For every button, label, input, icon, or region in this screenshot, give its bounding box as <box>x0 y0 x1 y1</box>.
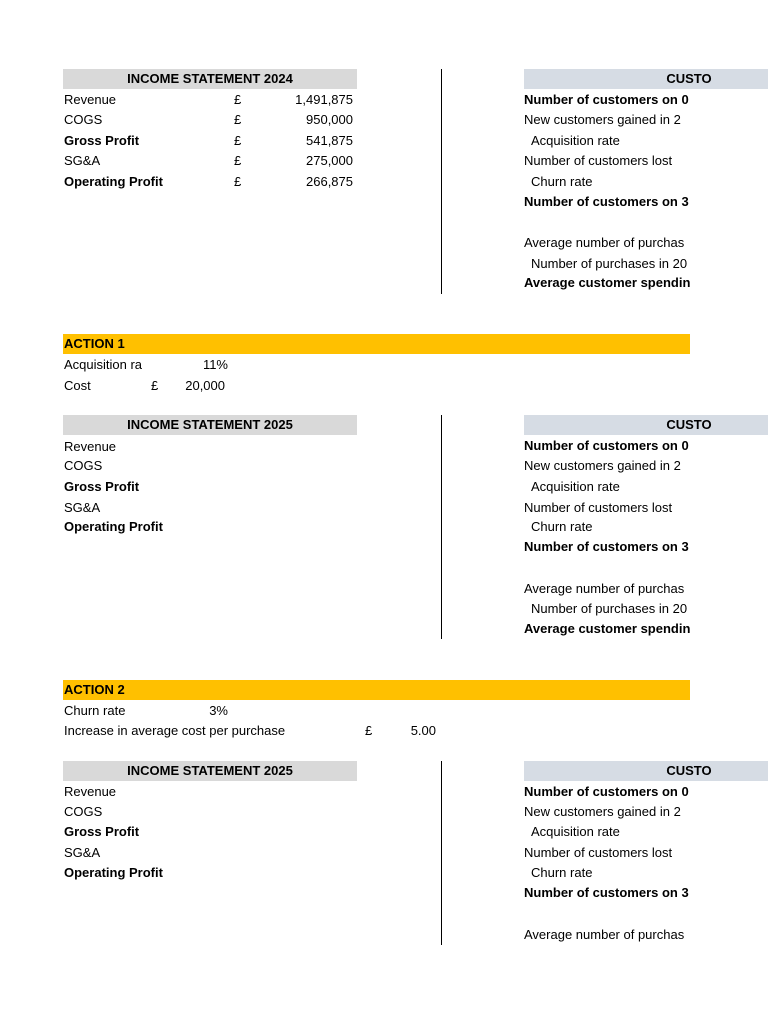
row-currency-cogs: £ <box>234 112 242 127</box>
action-1-label-acquisition: Acquisition ra <box>64 357 143 372</box>
customer-row: Number of customers on 0 <box>524 784 689 799</box>
row-currency-revenue: £ <box>234 92 242 107</box>
income-statement-2025-header: INCOME STATEMENT 2025 <box>63 761 357 781</box>
customer-row: Number of customers on 3 <box>524 539 689 554</box>
customer-row: Number of customers on 0 <box>524 92 689 107</box>
customer-header <box>524 415 768 435</box>
row-label-operating-profit: Operating Profit <box>64 865 163 880</box>
customer-row: Average customer spendin <box>524 275 690 290</box>
income-statement-2025-header: INCOME STATEMENT 2025 <box>63 415 357 435</box>
row-label-sga: SG&A <box>64 153 101 168</box>
customer-row: Number of customers lost <box>524 500 673 515</box>
row-label-revenue: Revenue <box>64 784 117 799</box>
customer-row: Average number of purchas <box>524 581 685 596</box>
customer-row: Number of customers on 3 <box>524 885 689 900</box>
action-2-currency-cost-increase: £ <box>365 723 373 738</box>
action-2-header: ACTION 2 <box>63 680 690 700</box>
action-2-value-churn: 3% <box>209 703 228 718</box>
column-divider <box>441 69 442 294</box>
row-label-gross-profit: Gross Profit <box>64 479 140 494</box>
action-1-currency-cost: £ <box>151 378 159 393</box>
row-value-operating-profit: 266,875 <box>306 174 353 189</box>
action-2-label-cost-increase: Increase in average cost per purchase <box>64 723 286 738</box>
customer-row: Number of customers on 0 <box>524 438 689 453</box>
row-label-revenue: Revenue <box>64 92 117 107</box>
row-currency-sga: £ <box>234 153 242 168</box>
customer-header <box>524 761 768 781</box>
customer-row: New customers gained in 2 <box>524 112 681 127</box>
customer-row: Acquisition rate <box>531 824 620 839</box>
row-currency-gross-profit: £ <box>234 133 242 148</box>
customer-row: Number of customers lost <box>524 845 673 860</box>
action-1-header: ACTION 1 <box>63 334 690 354</box>
column-divider <box>441 415 442 639</box>
customer-row: Number of purchases in 20 <box>531 256 688 271</box>
customer-row: Churn rate <box>531 519 593 534</box>
income-statement-2024-header: INCOME STATEMENT 2024 <box>63 69 357 89</box>
customer-row: Churn rate <box>531 174 593 189</box>
row-label-revenue: Revenue <box>64 439 117 454</box>
action-2-value-cost-increase: 5.00 <box>410 723 436 738</box>
customer-header-title: CUSTO <box>666 763 712 778</box>
column-divider <box>441 761 442 945</box>
customer-row: Acquisition rate <box>531 479 620 494</box>
row-value-cogs: 950,000 <box>306 112 353 127</box>
customer-header-title: CUSTO <box>666 71 712 86</box>
action-1-value-cost: 20,000 <box>185 378 225 393</box>
customer-row: Acquisition rate <box>531 133 620 148</box>
customer-header-title: CUSTO <box>666 417 712 432</box>
row-label-cogs: COGS <box>64 804 103 819</box>
customer-row: New customers gained in 2 <box>524 804 681 819</box>
row-label-cogs: COGS <box>64 458 103 473</box>
row-label-sga: SG&A <box>64 500 101 515</box>
row-label-gross-profit: Gross Profit <box>64 824 140 839</box>
row-label-operating-profit: Operating Profit <box>64 519 163 534</box>
row-label-operating-profit: Operating Profit <box>64 174 163 189</box>
row-label-sga: SG&A <box>64 845 101 860</box>
customer-row: Number of purchases in 20 <box>531 601 688 616</box>
customer-row: Average number of purchas <box>524 235 685 250</box>
row-currency-operating-profit: £ <box>234 174 242 189</box>
action-1-value-acquisition: 11% <box>202 357 228 372</box>
row-value-gross-profit: 541,875 <box>306 133 353 148</box>
row-label-cogs: COGS <box>64 112 103 127</box>
row-label-gross-profit: Gross Profit <box>64 133 140 148</box>
customer-row: Average customer spendin <box>524 621 690 636</box>
action-1-label-cost: Cost <box>64 378 91 393</box>
customer-row: New customers gained in 2 <box>524 458 681 473</box>
customer-row: Churn rate <box>531 865 593 880</box>
customer-row: Number of customers lost <box>524 153 673 168</box>
customer-row: Average number of purchas <box>524 927 685 942</box>
customer-row: Number of customers on 3 <box>524 194 689 209</box>
row-value-sga: 275,000 <box>306 153 353 168</box>
customer-header <box>524 69 768 89</box>
action-2-label-churn: Churn rate <box>64 703 126 718</box>
row-value-revenue: 1,491,875 <box>295 92 353 107</box>
